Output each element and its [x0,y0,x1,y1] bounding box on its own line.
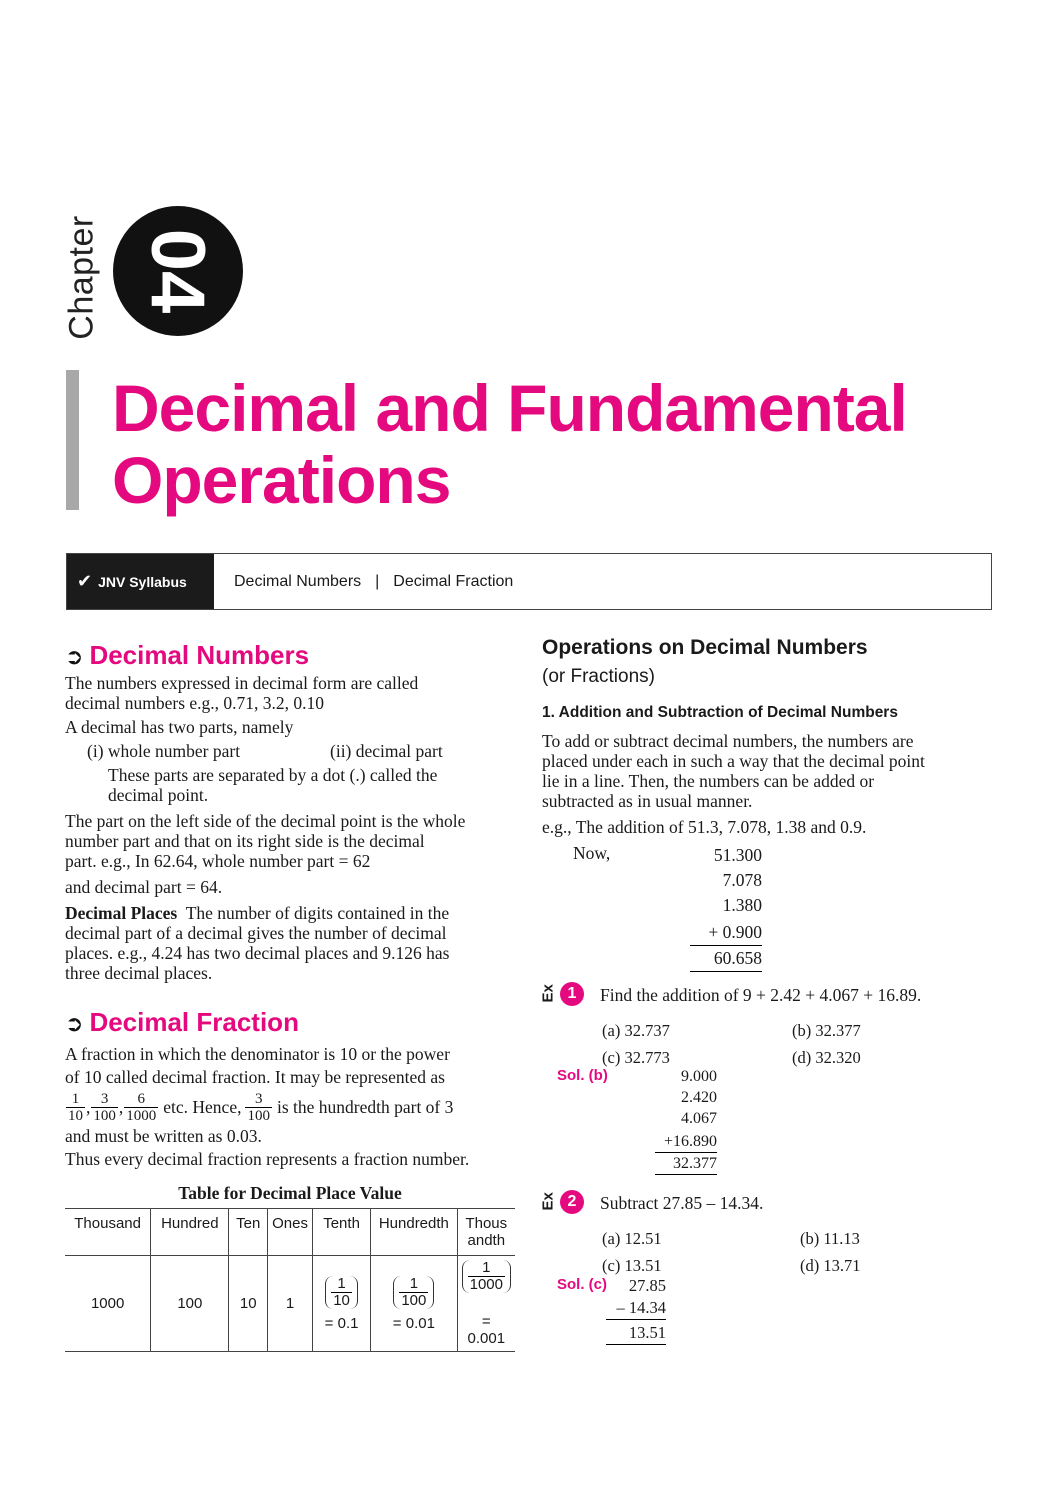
text-line: lie in a line. Then, the numbers can be added or [542,771,875,791]
fraction: $\frac{3}{100}$ [247,1090,270,1124]
text-line: and must be written as 0.03. [65,1126,262,1146]
text-line: The part on the left side of the decimal point is the whole [65,811,466,831]
section-heading-decimal-fraction [65,1007,299,1038]
table-cell-tenth: $\frac{1}{10}$ = 0.1 [313,1256,371,1352]
table-header: Hundred [151,1209,229,1256]
decimal-numbers-body [65,673,525,983]
text-line: decimal point. [108,785,209,805]
option: (c) 32.773 [602,1048,670,1067]
decimal-fraction-body [65,1043,525,1171]
text-line: Thus every decimal fraction represents a fraction number. [65,1149,470,1169]
section-1-body [542,731,992,837]
text-line: The number of digits contained in the [185,903,450,923]
operations-subheading: (or Fractions) [542,666,655,687]
work-line: 1.380 [722,895,762,915]
work-line: 51.300 [713,845,762,865]
syllabus-label [67,554,214,609]
work-line: 4.067 [681,1110,717,1127]
chapter-title-line1: Decimal and Fundamental [112,371,907,445]
syllabus-topic: Decimal Numbers [234,572,362,590]
section-heading-decimal-numbers [65,640,309,671]
work-line: 7.078 [722,870,762,890]
part-decimal: (ii) decimal part [330,741,443,761]
example-1-work [655,1066,717,1175]
check-badge-icon: ✔ [77,571,93,591]
text-line: A decimal has two parts, namely [65,717,294,737]
addition-work [690,843,762,972]
table-cell: 10 [229,1256,268,1352]
syllabus-box [66,553,992,610]
text-line: places. e.g., 4.24 has two decimal places and 9.126 has [65,943,450,963]
syllabus-label-text: JNV Syllabus [98,573,187,590]
option: (c) 13.51 [602,1256,662,1275]
text-line: and decimal part = 64. [65,877,223,897]
option: (a) 32.737 [602,1021,670,1040]
now-label: Now, [573,843,611,863]
text-line: subtracted as in usual manner. [542,791,753,811]
place-value-table [65,1208,515,1352]
example-line: e.g., The addition of 51.3, 7.078, 1.38 and 0.9. [542,817,867,837]
table-cell-hundredth: $\frac{1}{100}$ = 0.01 [371,1256,457,1352]
text-line: number part and that on its right side is the decimal [65,831,425,851]
table-title: Table for Decimal Place Value [178,1183,402,1203]
table-header: Tenth [313,1209,371,1256]
chapter-word: Chapter [62,215,101,340]
fraction: $\frac{6}{1000}$ [126,1090,157,1124]
table-header: Hundredth [371,1209,457,1256]
operations-heading: Operations on Decimal Numbers [542,636,868,659]
option: (a) 12.51 [602,1229,662,1248]
table-cell: 1000 [65,1256,151,1352]
syllabus-topics [234,554,513,609]
text-line: placed under each in such a way that the decimal point [542,751,925,771]
text-line: is the hundredth part of 3 [276,1096,454,1117]
example-2-question: Subtract 27.85 – 14.34. [600,1193,764,1213]
table-header: Ten [229,1209,268,1256]
cell-value: = 0.1 [324,1314,359,1332]
title-accent-bar [66,370,79,510]
work-result: 32.377 [655,1153,717,1175]
text-line: A fraction in which the denominator is 10 or the power [65,1044,450,1064]
work-line: 27.85 [628,1276,666,1295]
work-line: 9.000 [681,1068,717,1085]
option: (b) 32.377 [792,1021,861,1040]
cell-value: = 0.01 [392,1314,435,1332]
example-2-badge [540,1190,584,1214]
heading-text: Decimal Numbers [89,640,310,670]
syllabus-separator: | [375,572,380,590]
fraction-line: $\frac{1}{10}$ , $\frac{3}{100}$ , $\frac{6}{1000}$ etc. Hence, $\frac{3}{100}$ is the hundredth part of 3 [68,1090,454,1124]
fraction: $\frac{1}{10}$ [68,1090,83,1124]
chapter-number: 04 [135,228,221,314]
text-line: These parts are separated by a dot (.) called the [108,765,438,785]
ex-label: Ex [539,1191,557,1210]
arrow-circle-icon: ➲ [65,1011,84,1036]
example-1-question: Find the addition of 9 + 2.42 + 4.067 + 16.89. [600,985,922,1005]
table-cell: 1 [268,1256,313,1352]
example-2-options [602,1225,982,1279]
solution-label: Sol. (c) [557,1276,608,1293]
chapter-title-line2: Operations [112,443,451,517]
text-line: decimal part of a decimal gives the number of decimal [65,923,447,943]
chapter-title [112,372,1012,516]
fraction: $\frac{3}{100}$ [93,1090,116,1124]
chapter-number-badge [113,206,243,336]
work-result: 13.51 [606,1320,666,1345]
example-1-badge [540,982,584,1006]
work-line: +16.890 [655,1129,717,1153]
text-line: three decimal places. [65,963,213,983]
part-whole: (i) whole number part [87,741,241,761]
heading-text: Decimal Fraction [89,1007,299,1037]
solution-label: Sol. (b) [557,1067,608,1084]
ex-number: 1 [560,982,584,1006]
example-2-work [606,1275,666,1345]
section-1-heading: 1. Addition and Subtraction of Decimal Numbers [542,704,898,721]
example-1-options [602,1017,982,1071]
work-line: + 0.900 [690,918,762,946]
parts-row [65,741,525,761]
table-header-row [65,1209,515,1256]
table-header: Ones [268,1209,313,1256]
text-etc: etc. Hence, [163,1096,242,1117]
option: (d) 13.71 [800,1256,861,1275]
work-line: – 14.34 [606,1297,666,1320]
work-result: 60.658 [690,946,762,972]
work-line: 2.420 [681,1089,717,1106]
option: (d) 32.320 [792,1048,861,1067]
ex-number: 2 [560,1190,584,1214]
table-header: Thousand [65,1209,151,1256]
table-cell: 100 [151,1256,229,1352]
text-line: To add or subtract decimal numbers, the numbers are [542,731,914,751]
term-decimal-places: Decimal Places [65,903,178,923]
table-header: Thous andth [457,1209,515,1256]
text-line: part. e.g., In 62.64, whole number part = 62 [65,851,371,871]
text-line: of 10 called decimal fraction. It may be represented as [65,1067,445,1087]
arrow-circle-icon: ➲ [65,644,84,669]
option: (b) 11.13 [800,1229,860,1248]
table-row [65,1256,515,1352]
syllabus-topic: Decimal Fraction [393,572,514,590]
ex-label: Ex [539,983,557,1002]
cell-value: = 0.001 [467,1313,506,1347]
chapter-label [38,215,118,340]
text-line: decimal numbers e.g., 0.71, 3.2, 0.10 [65,693,325,713]
text-line: The numbers expressed in decimal form are called [65,673,419,693]
table-cell-thousandth: $\frac{1}{1000}$ = 0.001 [457,1256,515,1352]
